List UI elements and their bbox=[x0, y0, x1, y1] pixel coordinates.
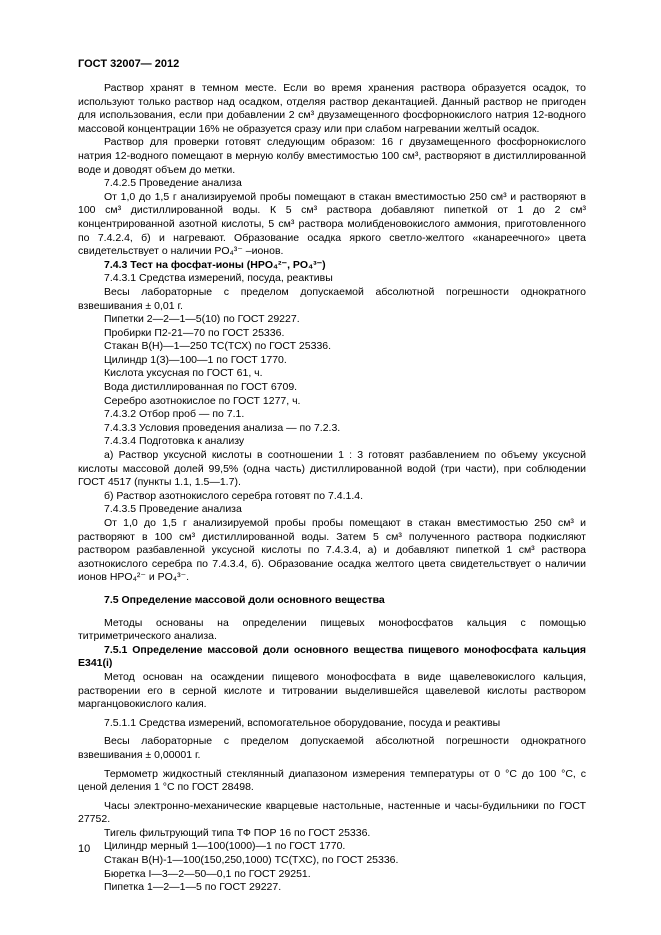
list-item: Пипетки 2—2—1—5(10) по ГОСТ 29227. bbox=[104, 313, 300, 326]
subsection-heading: 7.4.3.3 Условия проведения анализа — по 7.2.3. bbox=[104, 421, 341, 434]
paragraph: Методы основаны на определении пищевых монофосфатов кальция с помощью титриметрического анализа. bbox=[78, 616, 586, 643]
subsection-heading: 7.4.3.5 Проведение анализа bbox=[104, 503, 242, 516]
document-body bbox=[78, 82, 586, 895]
paragraph: Часы электронно-механические кварцевые настольные, настенные и часы-будильники по ГОСТ 27752. bbox=[78, 799, 586, 826]
paragraph: Метод основан на осаждении пищевого монофосфата в виде щавелевокислого кальция, растворении его в серной кислоте и титровании выделившейся щавелевой кислоты раствором марганцовокислого калия. bbox=[78, 670, 586, 711]
list-item: Пробирки П2-21—70 по ГОСТ 25336. bbox=[104, 326, 285, 339]
paragraph: Термометр жидкостный стеклянный диапазоном измерения температуры от 0 °С до 100 °С, с ценой деления 1 °С по ГОСТ 28498. bbox=[78, 767, 586, 794]
list-item: Бюретка I—3—2—50—0,1 по ГОСТ 29251. bbox=[104, 867, 311, 880]
list-item: Серебро азотнокислое по ГОСТ 1277, ч. bbox=[104, 394, 301, 407]
list-item: Вода дистиллированная по ГОСТ 6709. bbox=[104, 381, 298, 394]
paragraph: Весы лабораторные с пределом допускаемой абсолютной погрешности однократного взвешивания ± 0,01 г. bbox=[78, 285, 586, 312]
paragraph: От 1,0 до 1,5 г анализируемой пробы пробы помещают в стакан вместимостью 250 см³ и растворяют в 100 см³ дистиллированной воды. Затем 5 см³ полученного раствора подкисляют раствором разбавленной уксусной кислоты по 7.4.3.4, а) и добавляют пипеткой 1 см³ раствора азотнокислого серебра по 7.4.3.4, б). Образование осадка желтого цвета свидетельствует о наличии ионов HPO₄²⁻ и PO₄³⁻. bbox=[78, 517, 586, 584]
subsection-heading: 7.4.3.1 Средства измерений, посуда, реактивы bbox=[104, 272, 333, 285]
subsection-heading: 7.4.2.5 Проведение анализа bbox=[104, 177, 242, 190]
list-item: Стакан В(Н)-1—100(150,250,1000) ТС(ТХС), по ГОСТ 25336. bbox=[104, 854, 399, 867]
list-item: Пипетка 1—2—1—5 по ГОСТ 29227. bbox=[104, 881, 282, 894]
list-item: Цилиндр 1(3)—100—1 по ГОСТ 1770. bbox=[104, 353, 287, 366]
subsection-heading: 7.5.1.1 Средства измерений, вспомогательное оборудование, посуда и реактивы bbox=[104, 716, 501, 729]
paragraph: б) Раствор азотнокислого серебра готовят по 7.4.1.4. bbox=[104, 489, 364, 502]
subsection-heading: 7.4.3.4 Подготовка к анализу bbox=[104, 435, 245, 448]
list-item: Тигель фильтрующий типа ТФ ПОР 16 по ГОСТ 25336. bbox=[104, 826, 371, 839]
paragraph: Весы лабораторные с пределом допускаемой абсолютной погрешности однократного взвешивания ± 0,00001 г. bbox=[78, 735, 586, 761]
paragraph: Раствор хранят в темном месте. Если во время хранения раствора образуется осадок, то используют только раствор над осадком, отделяя раствор декантацией. Данный раствор не пригоден для использования, если при добавлении 2 см³ двузамещенного фосфорнокислого натрия 12-водного массовой концентрации 16% не образуется сразу или при слабом нагревании желтый осадок. bbox=[78, 82, 586, 135]
page-number: 10 bbox=[78, 843, 91, 855]
page-header-title: ГОСТ 32007— 2012 bbox=[78, 58, 180, 70]
section-heading: 7.4.3 Тест на фосфат-ионы (HPO₄²⁻, PO₄³⁻) bbox=[104, 258, 326, 271]
section-heading: 7.5 Определение массовой доли основного вещества bbox=[104, 593, 385, 606]
paragraph: а) Раствор уксусной кислоты в соотношении 1 : 3 готовят разбавлением по объему уксусной кислоты массовой долей 99,5% (одна часть) дистиллированной водой (три части), при соблюдении ГОСТ 4517 (пункты 1.1, 1.5—1.7). bbox=[78, 449, 586, 489]
spacer bbox=[78, 608, 586, 617]
paragraph: От 1,0 до 1,5 г анализируемой пробы помещают в стакан вместимостью 250 см³ и растворяют в 100 см³ дистиллированной воды. К 5 см³ раствора добавляют пипеткой от 1 до 2 см³ концентрированной азотной кислоты, 5 см³ раствора молибденовокислого аммония, приготовленного по 7.4.2.4, б) и нагревают. Образование осадка яркого светло-желтого «канареечного» цвета свидетельствует о наличии PO₄³⁻ –ионов. bbox=[78, 190, 586, 258]
spacer bbox=[78, 585, 586, 594]
list-item: Кислота уксусная по ГОСТ 61, ч. bbox=[104, 367, 263, 380]
paragraph: Раствор для проверки готовят следующим образом: 16 г двузамещенного фосфорнокислого натрия 12-водного помещают в мерную колбу вместимостью 100 см³, растворяют в дистиллированной воде и доводят объем до метки. bbox=[78, 136, 586, 176]
section-heading: 7.5.1 Определение массовой доли основного вещества пищевого монофосфата кальция Е341(i) bbox=[78, 643, 586, 670]
subsection-heading: 7.4.3.2 Отбор проб — по 7.1. bbox=[104, 408, 245, 421]
list-item: Цилиндр мерный 1—100(1000)—1 по ГОСТ 1770. bbox=[104, 840, 346, 853]
list-item: Стакан В(Н)—1—250 ТС(ТСХ) по ГОСТ 25336. bbox=[104, 340, 332, 353]
